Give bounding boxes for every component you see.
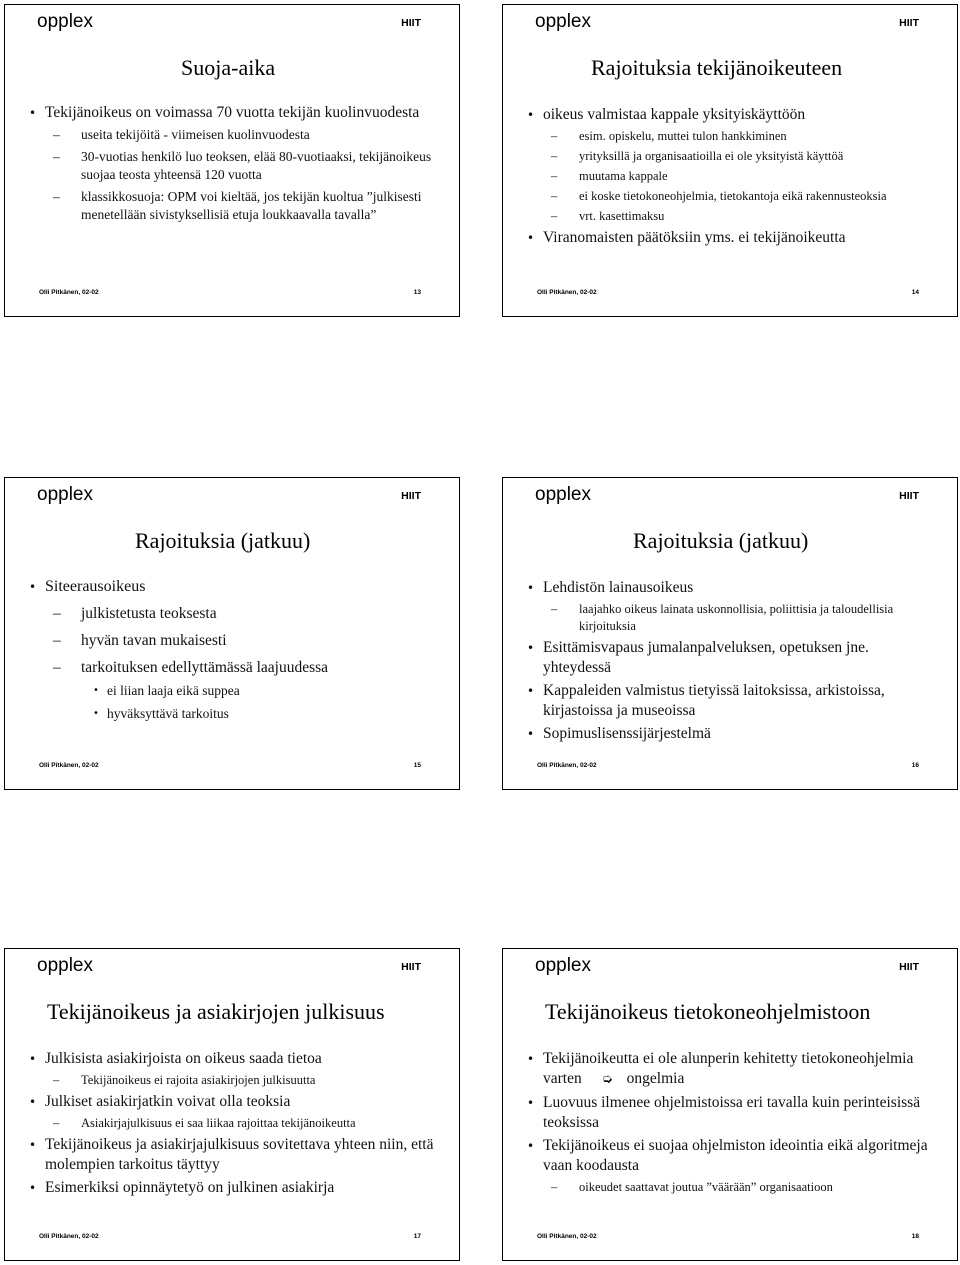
footer-author: Olli Pitkänen, 02-02 [39,289,99,296]
opplex-logo: opplex [535,11,591,32]
page-number: 17 [413,1233,421,1240]
footer-author: Olli Pitkänen, 02-02 [39,762,99,769]
sub-bullet-item: – muutama kappale [527,168,937,185]
page-number: 18 [911,1233,919,1240]
footer-author: Olli Pitkänen, 02-02 [537,1233,597,1240]
hiit-logo: HIIT [899,961,919,973]
slide-16 [502,477,958,790]
bullet-item: • Luovuus ilmenee ohjelmistoissa eri tavalla kuin perinteisissä teoksissa [527,1093,937,1133]
sub-bullet-item: – oikeudet saattavat joutua ”väärään” organisaatioon [527,1179,937,1196]
sub-sub-bullet-item: • hyväksyttävä tarkoitus [29,705,439,723]
opplex-logo: opplex [37,484,93,505]
slide-18 [502,948,958,1261]
page-number: 13 [413,289,421,296]
hiit-logo: HIIT [401,961,421,973]
opplex-logo: opplex [37,11,93,32]
bullet-item: • Julkisista asiakirjoista on oikeus saada tietoa [29,1049,439,1069]
sub-bullet-item: – hyvän tavan mukaisesti [29,628,439,653]
bullet-item [527,1049,937,1090]
bullet-item: • Tekijänoikeus ja asiakirjajulkisuus sovitettava yhteen niin, että molempien tarkoitus täyttyy [29,1135,439,1175]
opplex-logo: opplex [37,955,93,976]
sub-bullet-item: – ei koske tietokoneohjelmia, tietokantoja eikä rakennusteoksia [527,188,937,205]
bullet-item: • Tekijänoikeus ei suojaa ohjelmiston ideointia eikä algoritmeja vaan koodausta [527,1136,937,1176]
bullet-item: • Lehdistön lainausoikeus [527,578,937,598]
slide-14 [502,4,958,317]
footer-author: Olli Pitkänen, 02-02 [537,762,597,769]
sub-bullet-item: – Tekijänoikeus ei rajoita asiakirjojen julkisuutta [29,1072,439,1089]
sub-bullet-item: – 30-vuotias henkilö luo teoksen, elää 80-vuotiaaksi, tekijänoikeus suojaa teosta yhteensä 120 vuotta [29,148,439,184]
hiit-logo: HIIT [401,490,421,502]
bullet-item: • oikeus valmistaa kappale yksityiskäyttöön [527,105,937,125]
sub-bullet-item: – useita tekijöitä - viimeisen kuolinvuodesta [29,126,439,144]
sub-bullet-item: – Asiakirjajulkisuus ei saa liikaa rajoittaa tekijänoikeutta [29,1115,439,1132]
slide-body [527,578,937,747]
hiit-logo: HIIT [899,490,919,502]
sub-bullet-item: – laajahko oikeus lainata uskonnollisia, poliittisia ja taloudellisia kirjoituksia [527,601,937,635]
arrow-icon: ➭ [601,1072,613,1087]
footer-author: Olli Pitkänen, 02-02 [39,1233,99,1240]
slide-body [527,1049,937,1199]
sub-bullet-item: – tarkoituksen edellyttämässä laajuudessa [29,655,439,680]
bullet-item: • Viranomaisten päätöksiin yms. ei tekijänoikeutta [527,228,937,248]
bullet-item: • Kappaleiden valmistus tietyissä laitoksissa, arkistoissa, kirjastoissa ja museoissa [527,681,937,721]
bullet-item: • Esimerkiksi opinnäytetyö on julkinen asiakirja [29,1178,439,1198]
slide-title: Rajoituksia (jatkuu) [135,528,311,553]
hiit-logo: HIIT [899,17,919,29]
bullet-item: • Sopimuslisenssijärjestelmä [527,724,937,744]
slide-body [29,103,439,228]
slide-body [29,576,439,728]
sub-bullet-item: – julkistetusta teoksesta [29,601,439,626]
page-number: 15 [413,762,421,769]
footer-author: Olli Pitkänen, 02-02 [537,289,597,296]
sub-sub-bullet-item: • ei liian laaja eikä suppea [29,682,439,700]
slide-title: Rajoituksia (jatkuu) [633,528,809,553]
page-number: 14 [911,289,919,296]
slide-13 [4,4,460,317]
slide-body [29,1049,439,1201]
hiit-logo: HIIT [401,17,421,29]
slide-title: Rajoituksia tekijänoikeuteen [591,55,843,80]
sub-bullet-item: – vrt. kasettimaksu [527,208,937,225]
opplex-logo: opplex [535,484,591,505]
slide-title: Tekijänoikeus tietokoneohjelmistoon [545,999,871,1024]
sub-bullet-item: – klassikkosuoja: OPM voi kieltää, jos tekijän kuoltua ”julkisesti menetellään sivistyksellisiä etuja loukkaavalla tavalla” [29,188,439,224]
slide-15 [4,477,460,790]
page-number: 16 [911,762,919,769]
bullet-text: Tekijänoikeutta ei ole alunperin kehitetty tietokoneohjelmia varten [543,1050,914,1087]
slide-17 [4,948,460,1261]
slide-title: Tekijänoikeus ja asiakirjojen julkisuus [47,999,385,1024]
slide-title: Suoja-aika [181,55,276,80]
bullet-item: • Tekijänoikeus on voimassa 70 vuotta tekijän kuolinvuodesta [29,103,439,123]
opplex-logo: opplex [535,955,591,976]
sub-bullet-item: – esim. opiskelu, muttei tulon hankkiminen [527,128,937,145]
bullet-item: • Siteerausoikeus [29,576,439,598]
bullet-text-after-arrow: ongelmia [626,1070,685,1087]
sub-bullet-item: – yrityksillä ja organisaatioilla ei ole yksityistä käyttöä [527,148,937,165]
bullet-item: • Esittämisvapaus jumalanpalveluksen, opetuksen jne. yhteydessä [527,638,937,678]
bullet-item: • Julkiset asiakirjatkin voivat olla teoksia [29,1092,439,1112]
slide-body [527,105,937,251]
